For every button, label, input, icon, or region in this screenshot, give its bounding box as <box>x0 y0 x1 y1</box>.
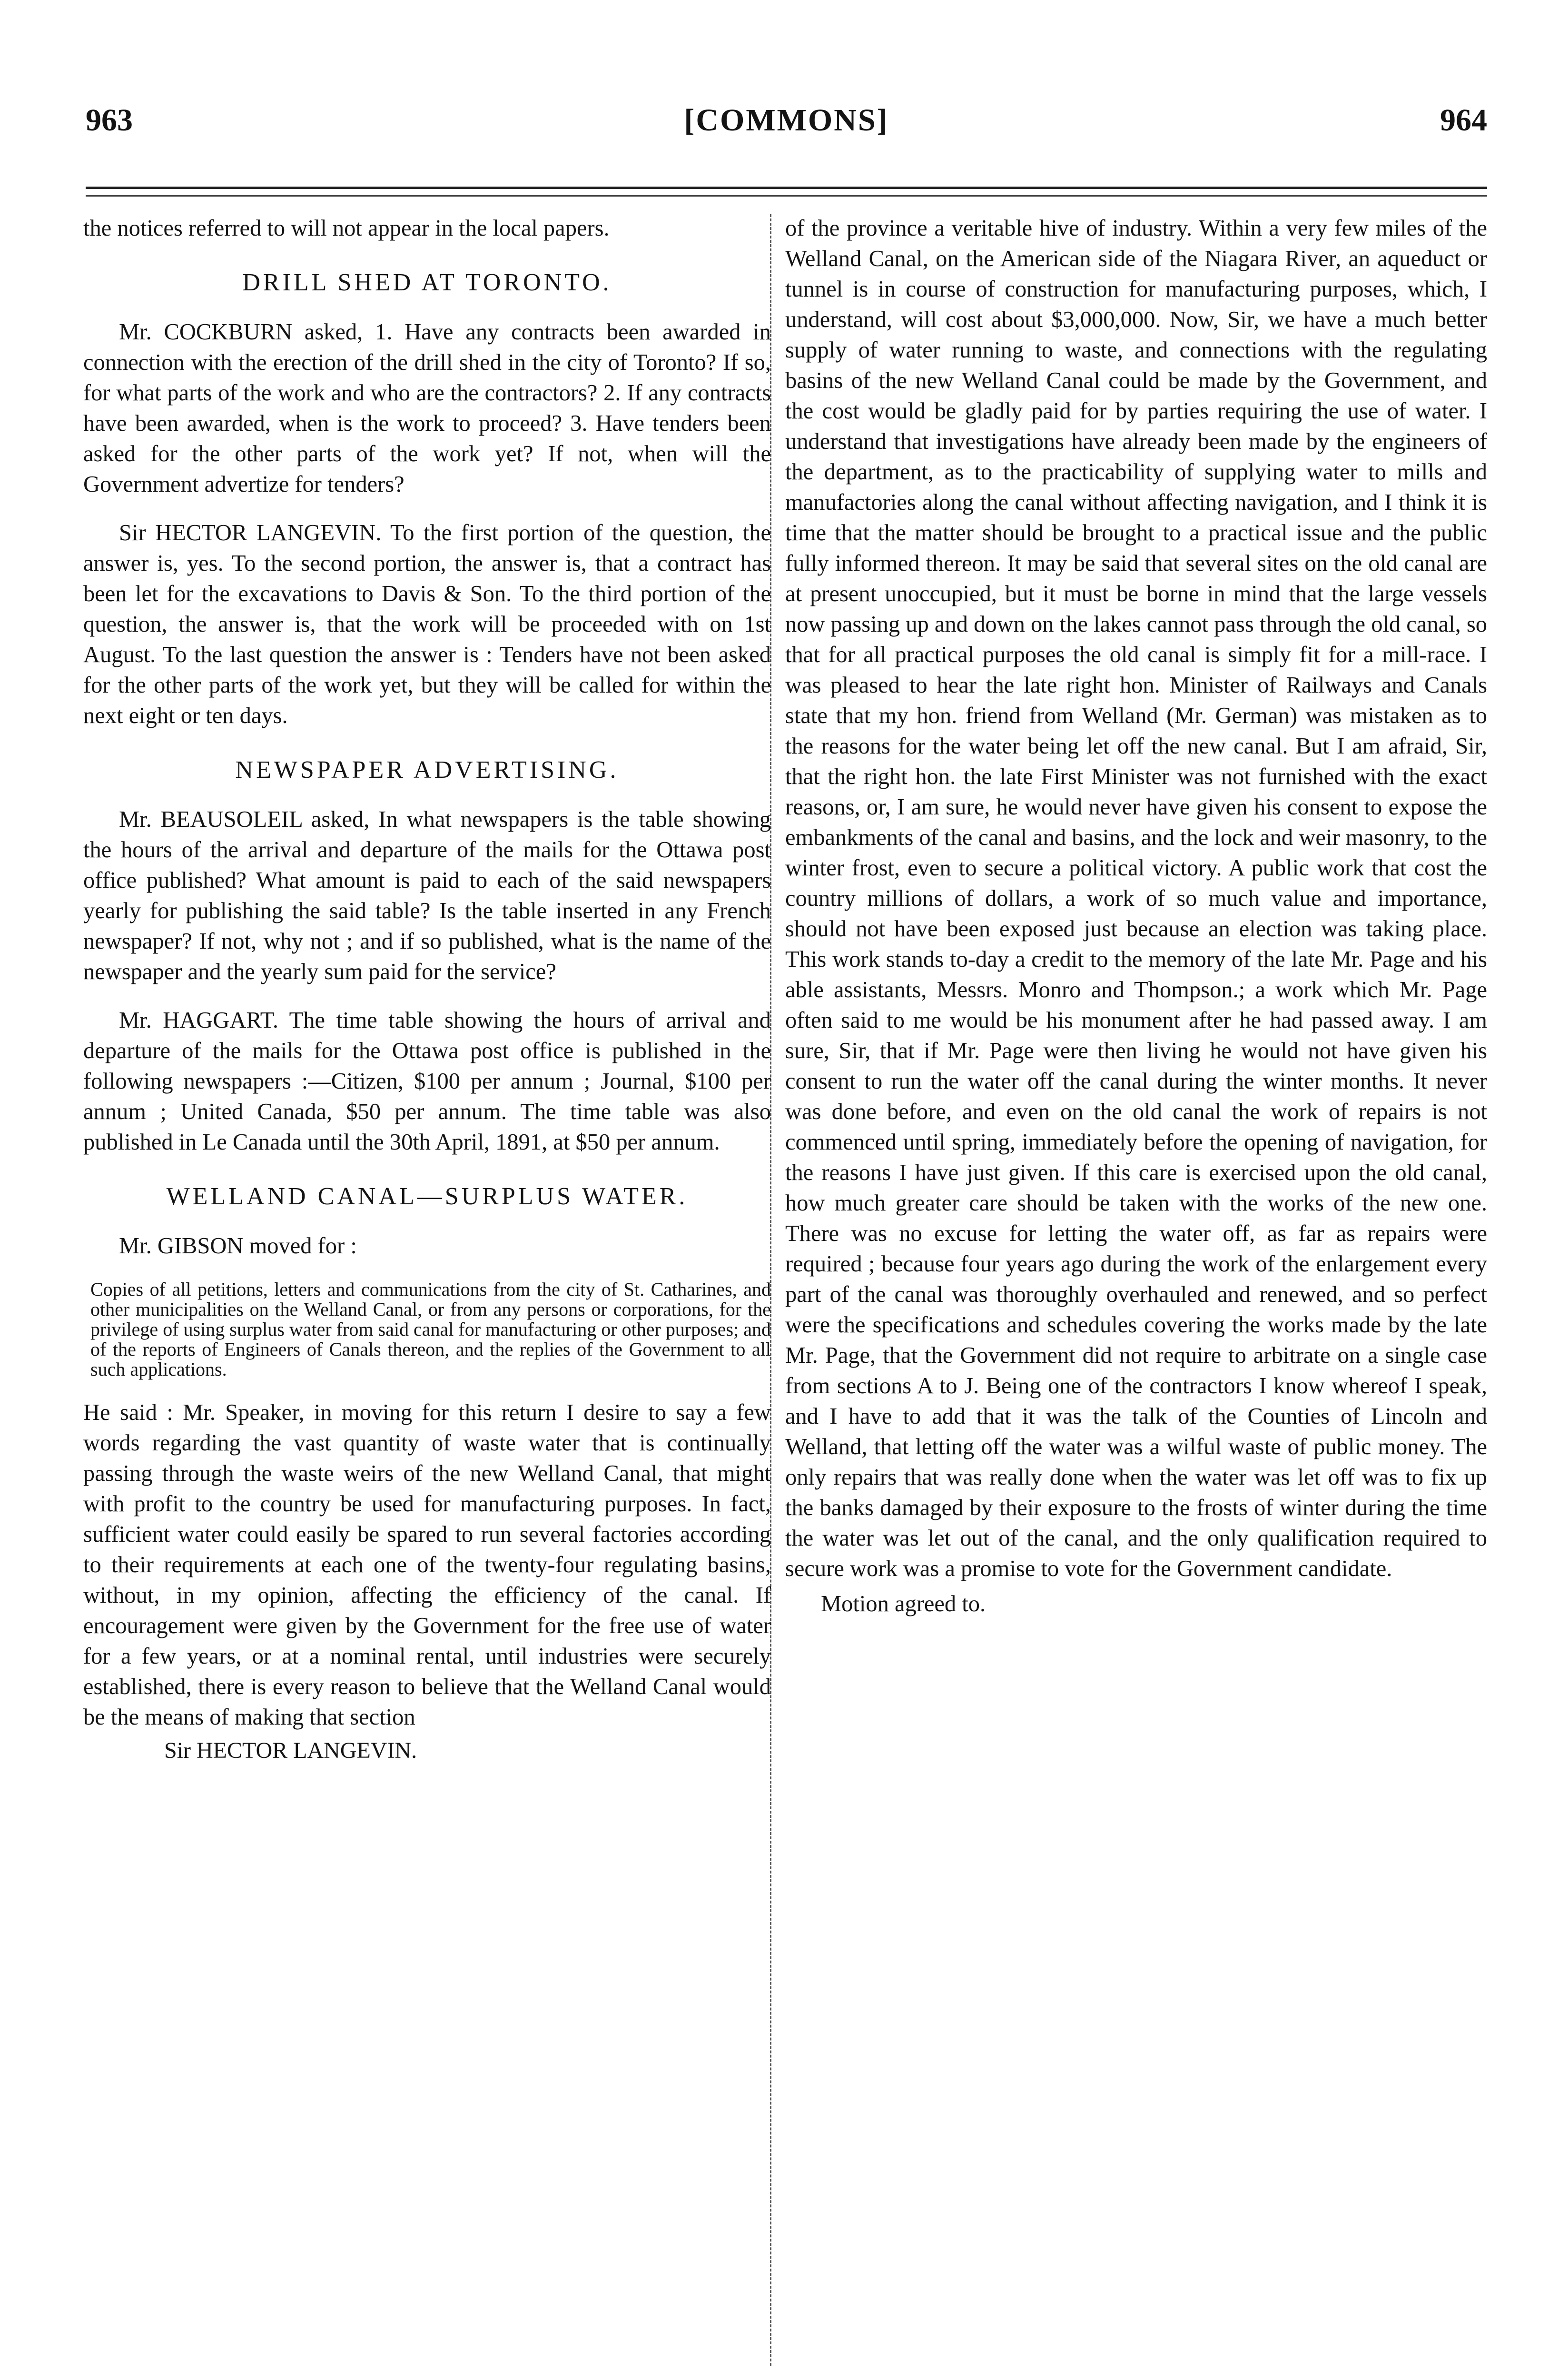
welland-heading-wrap <box>83 1158 771 1231</box>
header-rule <box>86 187 1487 189</box>
right-column <box>785 213 1487 1619</box>
speech-paragraph-right: of the province a veritable hive of industry. Within a very few miles of the Welland Canal, on the American side of the Niagara River, an aqueduct or tunnel is in course of construction for manufacturing purposes, which, I understand, will cost about $3,000,000. Now, Sir, we have a much better supply of water running to waste, and connections with the regulating basins of the new Welland Canal could be made by the Government, and the cost would be gladly paid for by parties requiring the use of water. I understand that investigations have already been made by the engineers of the department, as to the practicability of supplying water to mills and manufactories along the canal without affecting navigation, and I think it is time that the matter should be brought to a practical issue and the public fully informed thereon. It may be said that several sites on the old canal are at present unoccupied, but it must be borne in mind that the large vessels now passing up and down on the lakes cannot pass through the old canal, so that for all practical purposes the old canal is simply fit for a mill-race. I was pleased to hear the late right hon. Minister of Railways and Canals state that my hon. friend from Welland (Mr. German) was mistaken as to the reasons for the water being let off the new canal. But I am afraid, Sir, that the right hon. the late First Minister was not furnished with the exact reasons, or, I am sure, he would never have given his consent to expose the embankments of the canal and basins, and the lock and weir masonry, to the winter frost, even to secure a political victory. A public work that cost the country millions of dollars, a work of so much value and importance, should not have been exposed just because an election was taking place. This work stands to-day a credit to the memory of the late Mr. Page and his able assistants, Messrs. Monro and Thompson.; a work which Mr. Page often said to me would be his monument after he had passed away. I am sure, Sir, that if Mr. Page were then living he would not have given his consent to run the water off the canal during the winter months. It never was done before, and even on the old canal the work of repairs is not commenced until spring, immediately before the opening of navigation, for the reasons I have just given. If this care is exercised upon the old canal, how much greater care should be taken with the works of the new one. There was no excuse for letting the water off, as far as repairs were required ; because four years ago during the work of the enlargement every part of the canal was thoroughly overhauled and renewed, and so perfect were the specifications and schedules covering the works made by the late Mr. Page, that the Government did not require to arbitrate on a single case from sections A to J. Being one of the contractors I know whereof I speak, and I have to add that it was the talk of the Counties of Lincoln and Welland, that letting off the water was a wilful waste of public money. The only repairs that was really done when the water was let off was to fix up the banks damaged by their exposure to the frosts of winter during the time the water was let out of the canal, and the only qualification required to secure work was a promise to vote for the Government candidate. <box>785 216 1487 1581</box>
motion-line: Mr. GIBSON moved for : <box>119 1233 357 1259</box>
left-column <box>83 213 771 1766</box>
page-number-left: 963 <box>86 103 133 138</box>
intro-paragraph: the notices referred to will not appear in the local papers. <box>83 216 610 241</box>
motion-result: Motion agreed to. <box>821 1591 986 1616</box>
header-rule-thin <box>86 195 1487 197</box>
drill-answer: Sir HECTOR LANGEVIN. To the first portion of the question, the answer is, yes. To the second portion, the answer is, that a contract has been let for the excavations to Davis & Son. To the third portion of the question, the answer is, that the work will be proceeded with on 1st August. To the last question the answer is : Tenders have not been asked for the other parts of the work yet, but they will be called for within the next eight or ten days. <box>83 520 771 728</box>
motion-quote: Copies of all petitions, letters and communications from the city of St. Catharines, and other municipalities on the Welland Canal, or from any persons or corporations, for the privilege of using surplus water from said canal for manufacturing or other purposes; and of the reports of Engineers of Canals thereon, and the replies of the Government to all such applications. <box>90 1279 771 1380</box>
speech-paragraph-left: He said : Mr. Speaker, in moving for this return I desire to say a few words regarding the vast quantity of waste water that is continually passing through the waste weirs of the new Welland Canal, that might with profit to the country be used for manufacturing purposes. In fact, sufficient water could easily be spared to run several factories according to their requirements at each one of the twenty-four regulating basins, without, in my opinion, affecting the efficiency of the canal. If encouragement were given by the Government for the free use of water for a few years, or at a nominal rental, until industries were securely established, there is every reason to believe that the Welland Canal would be the means of making that section <box>83 1400 771 1730</box>
drill-heading-wrap <box>83 244 771 317</box>
newspaper-answer: Mr. HAGGART. The time table showing the hours of arrival and departure of the mails for the Ottawa post office is published in the following newspapers :—Citizen, $100 per annum ; Journal, $100 per annum ; United Canada, $50 per annum. The time table was also published in Le Canada until the 30th April, 1891, at $50 per annum. <box>83 1008 771 1155</box>
news-heading-wrap <box>83 731 771 804</box>
newspaper-question: Mr. BEAUSOLEIL asked, In what newspapers is the table showing the hours of the arrival and departure of the mails for the Ottawa post office published? What amount is paid to each of the said newspapers yearly for publishing the said table? Is the table inserted in any French newspaper? If not, why not ; and if so published, what is the name of the newspaper and the yearly sum paid for the service? <box>83 807 771 984</box>
drill-question: Mr. COCKBURN asked, 1. Have any contracts been awarded in connection with the erection of the drill shed in the city of Toronto? If so, for what parts of the work and who are the contractors? 2. If any contracts have been awarded, when is the work to proceed? 3. Have tenders been asked for the other parts of the work yet? If not, when will the Government advertize for tenders? <box>83 319 771 497</box>
section-heading-welland: WELLAND CANAL—SURPLUS WATER. <box>166 1183 688 1210</box>
page-header <box>86 102 1487 159</box>
page-number-right: 964 <box>1440 103 1487 138</box>
page-title: [COMMONS] <box>684 103 889 138</box>
footer-speaker: Sir HECTOR LANGEVIN. <box>164 1738 417 1763</box>
section-heading-drill-shed: DRILL SHED AT TORONTO. <box>242 269 612 296</box>
section-heading-newspaper: NEWSPAPER ADVERTISING. <box>235 756 619 783</box>
